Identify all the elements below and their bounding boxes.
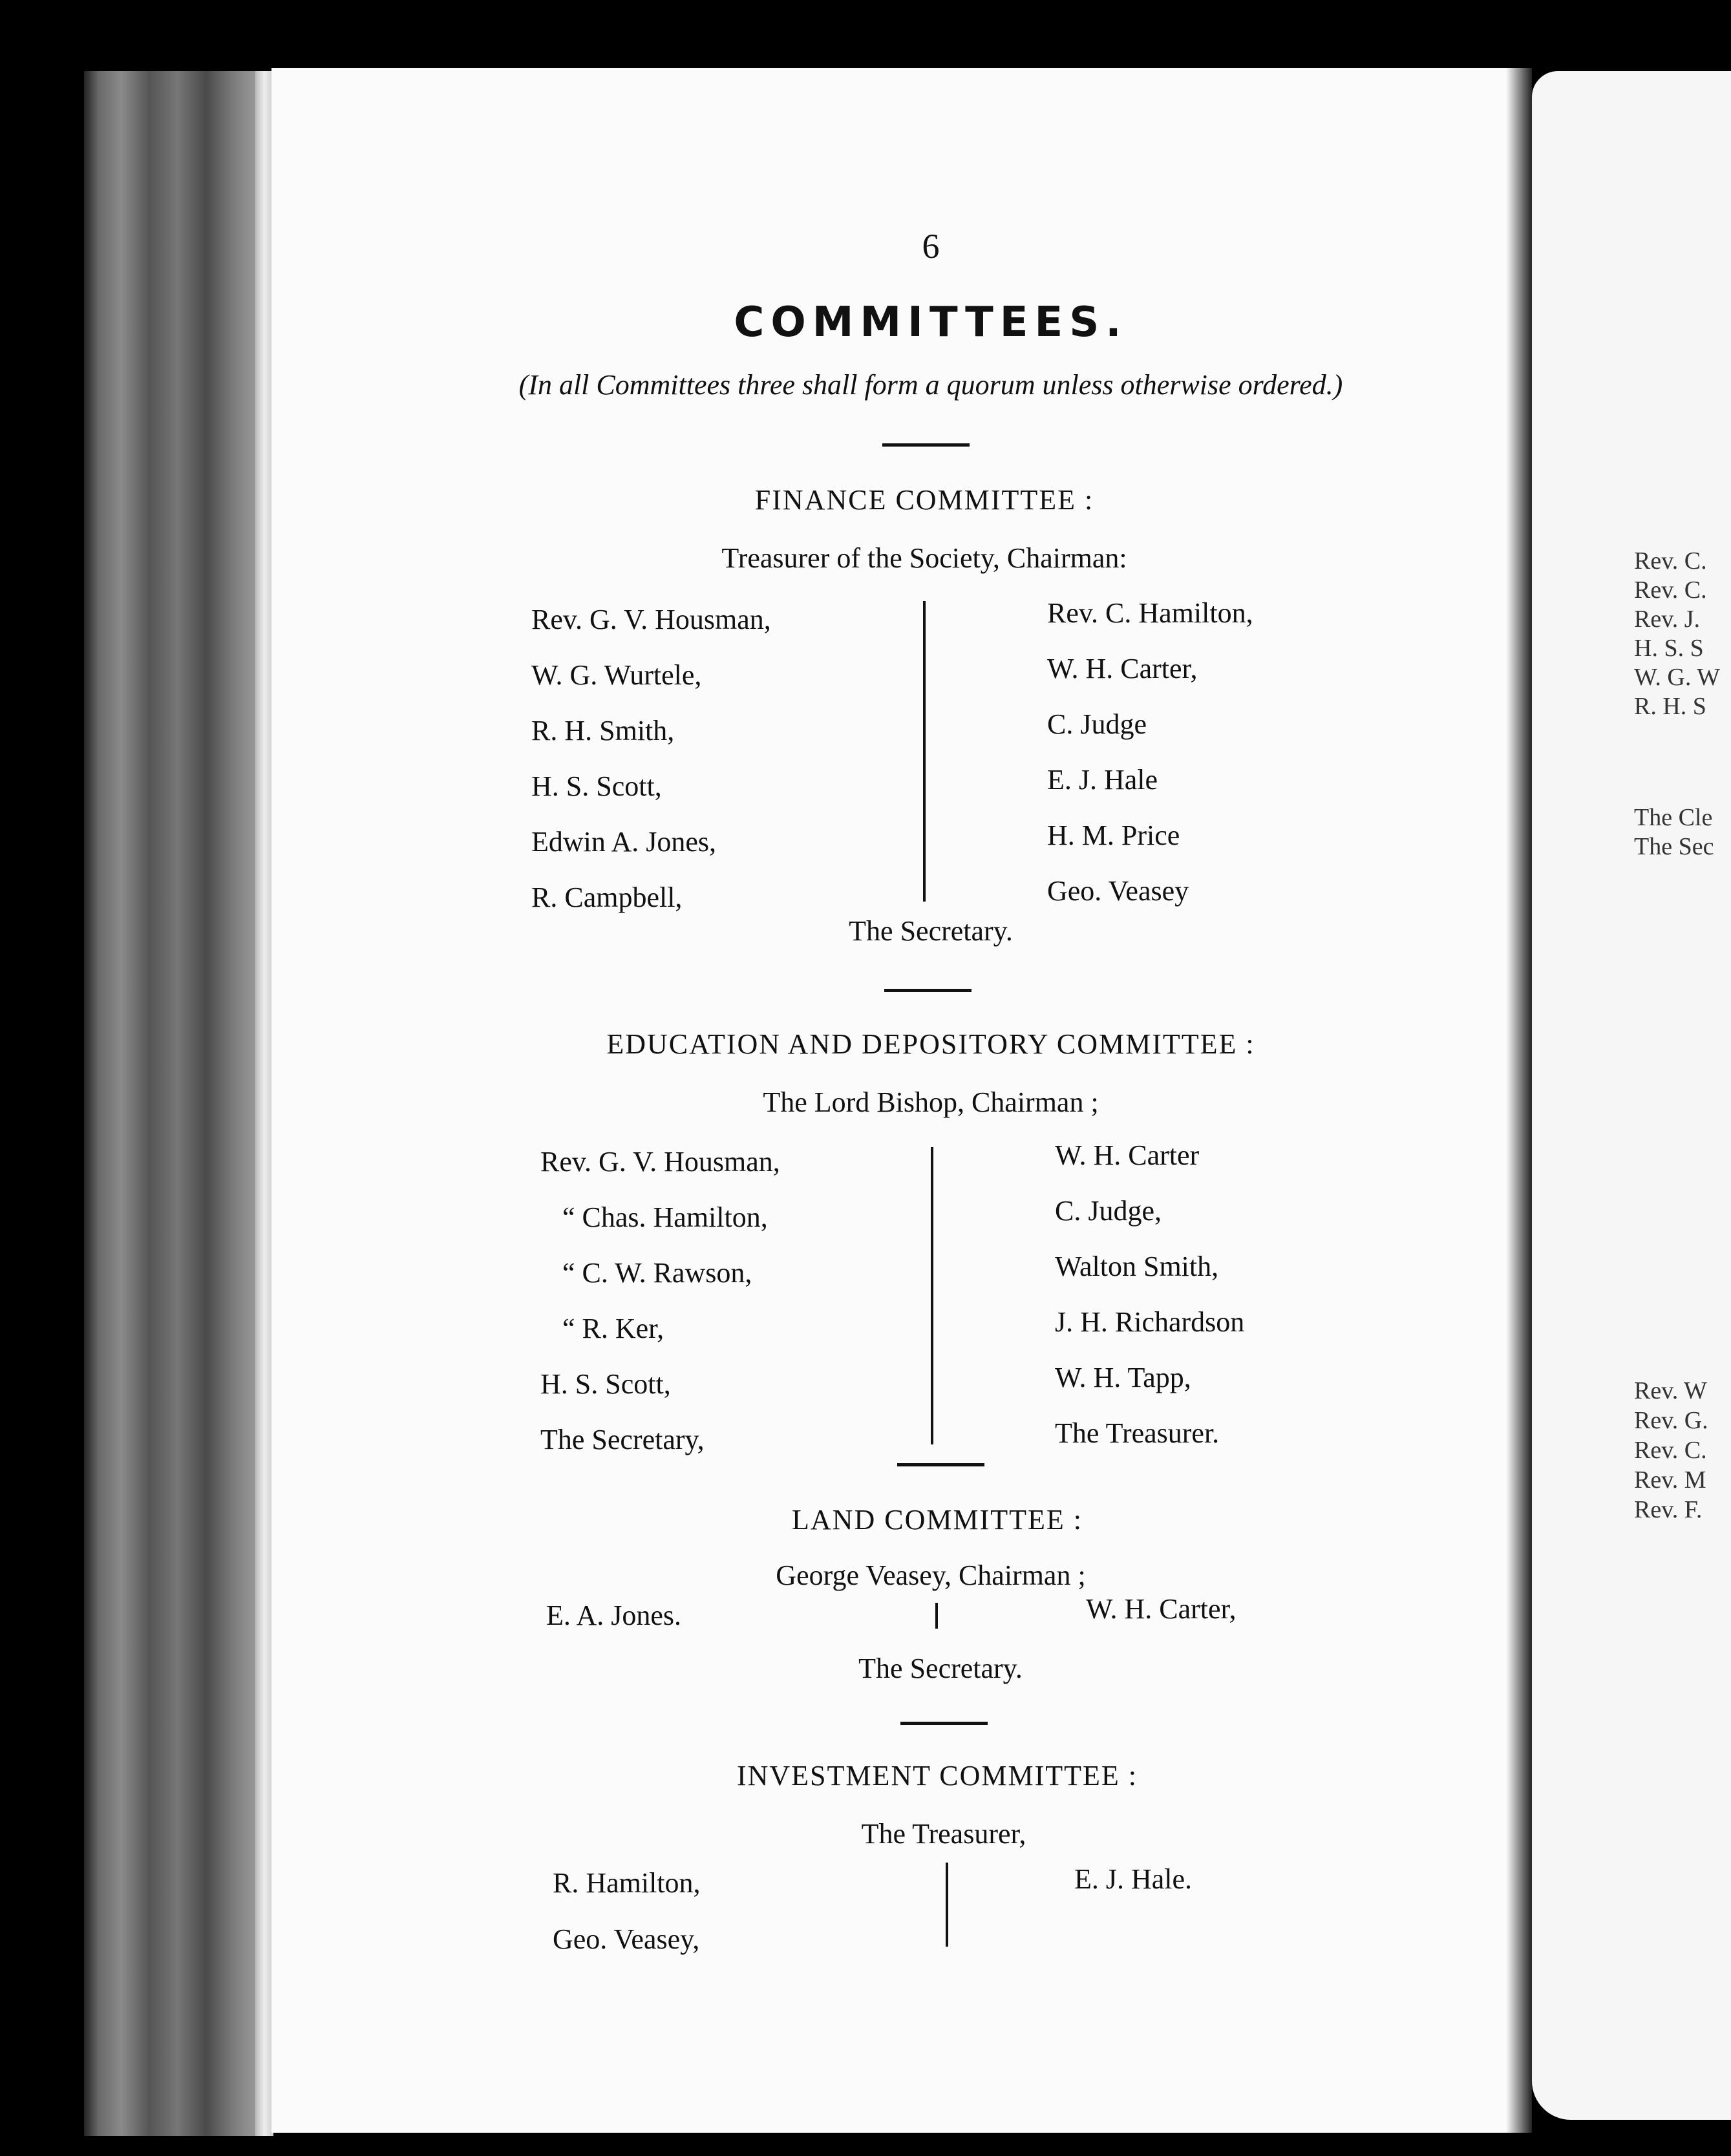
page-number: 6	[922, 227, 940, 266]
finance-secretary: The Secretary.	[849, 915, 1013, 947]
education-member: Walton Smith,	[1055, 1251, 1219, 1282]
page-title: COMMITTEES.	[734, 299, 1128, 346]
divider	[884, 989, 972, 992]
finance-member: Geo. Veasey	[1047, 875, 1189, 907]
education-member: J. H. Richardson	[1055, 1306, 1245, 1338]
finance-member: W. G. Wurtele,	[531, 659, 702, 691]
education-member: C. Judge,	[1055, 1195, 1162, 1227]
finance-member: E. J. Hale	[1047, 764, 1158, 796]
investment-heading: INVESTMENT COMMITTEE :	[736, 1760, 1138, 1791]
page-edge	[255, 71, 273, 2136]
education-member: The Treasurer.	[1055, 1417, 1220, 1449]
investment-member: E. J. Hale.	[1074, 1863, 1193, 1895]
finance-heading: FINANCE COMMITTEE :	[754, 484, 1094, 516]
investment-member: Geo. Veasey,	[553, 1923, 700, 1955]
adjacent-page-text: Rev. G.	[1634, 1407, 1708, 1434]
investment-column-divider	[946, 1863, 948, 1947]
education-member: “ C. W. Rawson,	[562, 1257, 752, 1289]
education-member: Rev. G. V. Housman,	[540, 1146, 780, 1178]
adjacent-page	[1532, 71, 1731, 2120]
education-member: H. S. Scott,	[540, 1368, 671, 1400]
divider	[900, 1722, 988, 1725]
adjacent-page-text: The Sec	[1634, 833, 1714, 860]
investment-chair: The Treasurer,	[861, 1818, 1026, 1850]
finance-member: Edwin A. Jones,	[531, 826, 716, 858]
divider	[882, 443, 970, 447]
finance-column-divider	[923, 601, 926, 902]
finance-member: R. H. Smith,	[531, 715, 675, 746]
education-member: W. H. Tapp,	[1055, 1362, 1191, 1393]
land-heading: LAND COMMITTEE :	[792, 1504, 1083, 1536]
page-gutter	[1506, 68, 1532, 2133]
finance-member: H. S. Scott,	[531, 770, 662, 802]
adjacent-page-text: Rev. C.	[1634, 576, 1707, 604]
adjacent-page-text: The Cle	[1634, 804, 1713, 831]
finance-member: R. Campbell,	[531, 882, 683, 913]
land-chair: George Veasey, Chairman ;	[776, 1559, 1086, 1591]
finance-member: C. Judge	[1047, 708, 1147, 740]
finance-chair: Treasurer of the Society, Chairman:	[721, 542, 1127, 574]
education-member: “ R. Ker,	[562, 1313, 664, 1344]
education-column-divider	[931, 1147, 933, 1444]
land-secretary: The Secretary.	[858, 1653, 1023, 1684]
adjacent-page-text: H. S. S	[1634, 635, 1704, 662]
adjacent-page-text: Rev. F.	[1634, 1496, 1703, 1523]
land-member: W. H. Carter,	[1086, 1593, 1237, 1625]
finance-member: Rev. C. Hamilton,	[1047, 597, 1253, 629]
adjacent-page-text: Rev. W	[1634, 1377, 1707, 1404]
divider	[897, 1463, 984, 1466]
adjacent-page-text: W. G. W	[1634, 664, 1720, 691]
education-member: The Secretary,	[540, 1424, 705, 1455]
land-column-divider	[935, 1603, 938, 1629]
finance-member: W. H. Carter,	[1047, 653, 1198, 684]
book-spine	[84, 71, 271, 2136]
education-member: W. H. Carter	[1055, 1139, 1200, 1171]
investment-member: R. Hamilton,	[553, 1867, 701, 1899]
education-member: “ Chas. Hamilton,	[562, 1201, 768, 1233]
education-heading: EDUCATION AND DEPOSITORY COMMITTEE :	[606, 1028, 1255, 1060]
adjacent-page-text: Rev. C.	[1634, 547, 1707, 575]
land-member: E. A. Jones.	[546, 1600, 681, 1631]
quorum-note: (In all Committees three shall form a quorum unless otherwise ordered.)	[518, 369, 1343, 401]
adjacent-page-text: Rev. C.	[1634, 1437, 1707, 1464]
finance-member: H. M. Price	[1047, 819, 1180, 851]
finance-member: Rev. G. V. Housman,	[531, 604, 771, 635]
adjacent-page-text: Rev. J.	[1634, 606, 1701, 633]
adjacent-page-text: R. H. S	[1634, 693, 1706, 720]
adjacent-page-text: Rev. M	[1634, 1466, 1706, 1494]
education-chair: The Lord Bishop, Chairman ;	[763, 1086, 1099, 1118]
